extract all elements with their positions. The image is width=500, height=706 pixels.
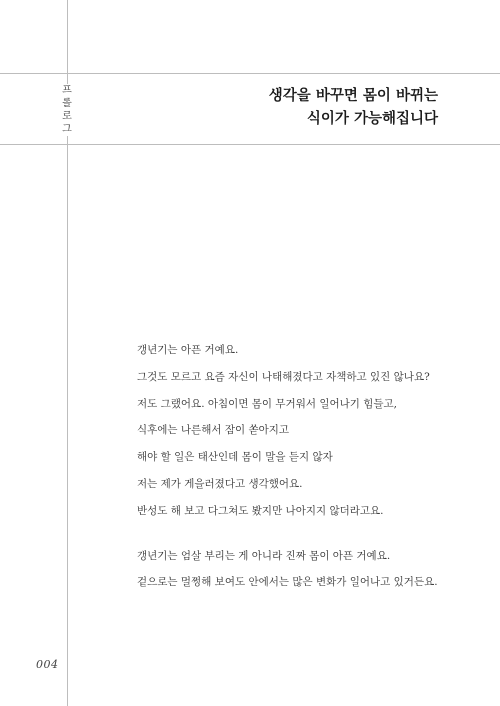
paragraph-gap bbox=[137, 528, 467, 546]
body-line: 겉으로는 멀쩡해 보여도 안에서는 많은 변화가 일어나고 있거든요. bbox=[137, 576, 438, 589]
section-label-char: 그 bbox=[62, 124, 72, 135]
section-label-char: 롤 bbox=[62, 98, 72, 109]
body-line: 식후에는 나른해서 잠이 쏟아지고 bbox=[137, 424, 290, 437]
body-line: 반성도 해 보고 다그쳐도 봤지만 나아지지 않더라고요. bbox=[137, 504, 384, 517]
chapter-title-line: 식이가 가능해집니다 bbox=[306, 111, 438, 127]
section-label-char: 로 bbox=[62, 111, 72, 122]
body-line: 해야 할 일은 태산인데 몸이 말을 듣지 않자 bbox=[137, 451, 333, 464]
body-line: 갱년기는 엄살 부리는 게 아니라 진짜 몸이 아픈 거예요. bbox=[137, 549, 391, 562]
body-line: 갱년기는 아픈 거예요. bbox=[137, 344, 239, 356]
body-line: 저는 제가 게을러졌다고 생각했어요. bbox=[137, 477, 303, 490]
header-top-rule bbox=[0, 73, 500, 74]
chapter-title bbox=[269, 85, 438, 131]
body-line: 저도 그랬어요. 아침이면 몸이 무거워서 일어나기 힘들고, bbox=[137, 397, 397, 410]
section-label-char: 프 bbox=[62, 85, 72, 96]
body-line: 그것도 모르고 요즘 자신이 나태해졌다고 자책하고 있진 않나요? bbox=[137, 370, 430, 383]
chapter-title-line: 생각을 바꾸면 몸이 바뀌는 bbox=[268, 88, 438, 104]
page-number: 004 bbox=[36, 658, 59, 671]
header-bottom-rule bbox=[0, 144, 500, 145]
body-text bbox=[137, 340, 467, 599]
section-label bbox=[56, 84, 78, 136]
